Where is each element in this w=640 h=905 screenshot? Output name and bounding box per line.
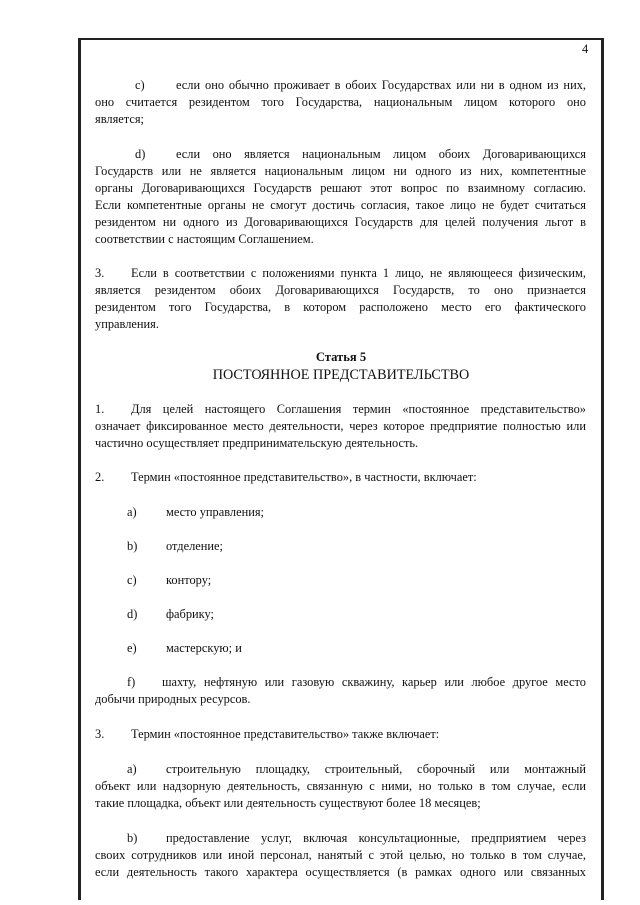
- item-3b-line-2: своих сотрудников или иной персонал, нанятый с этой целью, но только в том случае,: [95, 848, 586, 862]
- item-3a-line-1: строительную площадку, строительный, сборочный или монтажный: [166, 762, 586, 776]
- article-number: Статья 5: [315, 350, 367, 364]
- item-d-line-1: если оно является национальным лицом обоих Договаривающихся: [176, 147, 586, 161]
- art-para-3-label: 3.: [95, 727, 105, 741]
- list-item-f-line-1: шахту, нефтяную или газовую скважину, карьер или любое другое место: [162, 675, 586, 689]
- list-item-d-label: d): [127, 607, 138, 621]
- item-d-label: d): [135, 147, 146, 161]
- item-d-line-6: соответствии с настоящим Соглашением.: [95, 232, 314, 246]
- page-number: 4: [582, 42, 589, 56]
- list-item-c-text: контору;: [166, 573, 212, 587]
- item-3b-label: b): [127, 831, 138, 845]
- art-para-1-label: 1.: [95, 402, 105, 416]
- item-d-line-4: Если компетентные органы не смогут достичь согласия, такое лицо не будет считаться: [95, 198, 586, 212]
- list-item-f-label: f): [127, 675, 136, 689]
- list-item-f-line-2: добычи природных ресурсов.: [95, 692, 251, 706]
- list-item-a-label: a): [127, 505, 137, 519]
- item-3b-line-3: если деятельность такого характера осуществляется (в рамках одного или связанных: [95, 865, 586, 879]
- item-d-line-5: резидентом ни одного из Договаривающихся Государств для целей получения льгот в: [95, 215, 586, 229]
- list-item-b-text: отделение;: [166, 539, 223, 553]
- item-c-line-1: если оно обычно проживает в обоих Государствах или ни в одном из них,: [176, 78, 586, 92]
- art-para-1-line-2: означает фиксированное место деятельности, через которое предприятие полностью или: [95, 419, 586, 433]
- list-item-b-label: b): [127, 539, 138, 553]
- list-item-d-text: фабрику;: [166, 607, 214, 621]
- item-3a-line-2: объект или надзорную деятельность, связанную с ними, но только в том случае, если: [95, 779, 586, 793]
- list-item-e-label: e): [127, 641, 137, 655]
- para-3-label: 3.: [95, 266, 105, 280]
- para-3-line-4: управления.: [95, 317, 159, 331]
- item-d-line-3: органы Договаривающихся Государств решают этот вопрос по взаимному согласию.: [95, 181, 586, 195]
- art-para-2-label: 2.: [95, 470, 105, 484]
- item-d-line-2: Государств или не является национальным лицом ни одного из них, компетентные: [95, 164, 586, 178]
- list-item-c-label: c): [127, 573, 137, 587]
- item-3a-line-3: такие площадка, объект или деятельность существуют более 18 месяцев;: [95, 796, 481, 810]
- item-3a-label: a): [127, 762, 137, 776]
- art-para-2-text: Термин «постоянное представительство», в частности, включает:: [131, 470, 477, 484]
- article-title: ПОСТОЯННОЕ ПРЕДСТАВИТЕЛЬСТВО: [212, 367, 470, 383]
- para-3-line-1: Если в соответствии с положениями пункта 1 лицо, не являющееся физическим,: [131, 266, 586, 280]
- para-3-line-3: резидентом того Государства, в котором расположено место его фактического: [95, 300, 586, 314]
- item-3b-line-1: предоставление услуг, включая консультационные, предприятием через: [166, 831, 586, 845]
- art-para-3-text: Термин «постоянное представительство» также включает:: [131, 727, 440, 741]
- art-para-1-line-1: Для целей настоящего Соглашения термин «постоянное представительство»: [131, 402, 586, 416]
- list-item-e-text: мастерскую; и: [166, 641, 242, 655]
- item-c-label: c): [135, 78, 145, 92]
- para-3-line-2: является резидентом обоих Договаривающихся Государств, то оно признается: [95, 283, 586, 297]
- art-para-1-line-3: частично осуществляет предпринимательскую деятельность.: [95, 436, 419, 450]
- list-item-a-text: место управления;: [166, 505, 264, 519]
- item-c-line-2: оно считается резидентом того Государства, национальным лицом которого оно: [95, 95, 586, 109]
- item-c-line-3: является;: [95, 112, 144, 126]
